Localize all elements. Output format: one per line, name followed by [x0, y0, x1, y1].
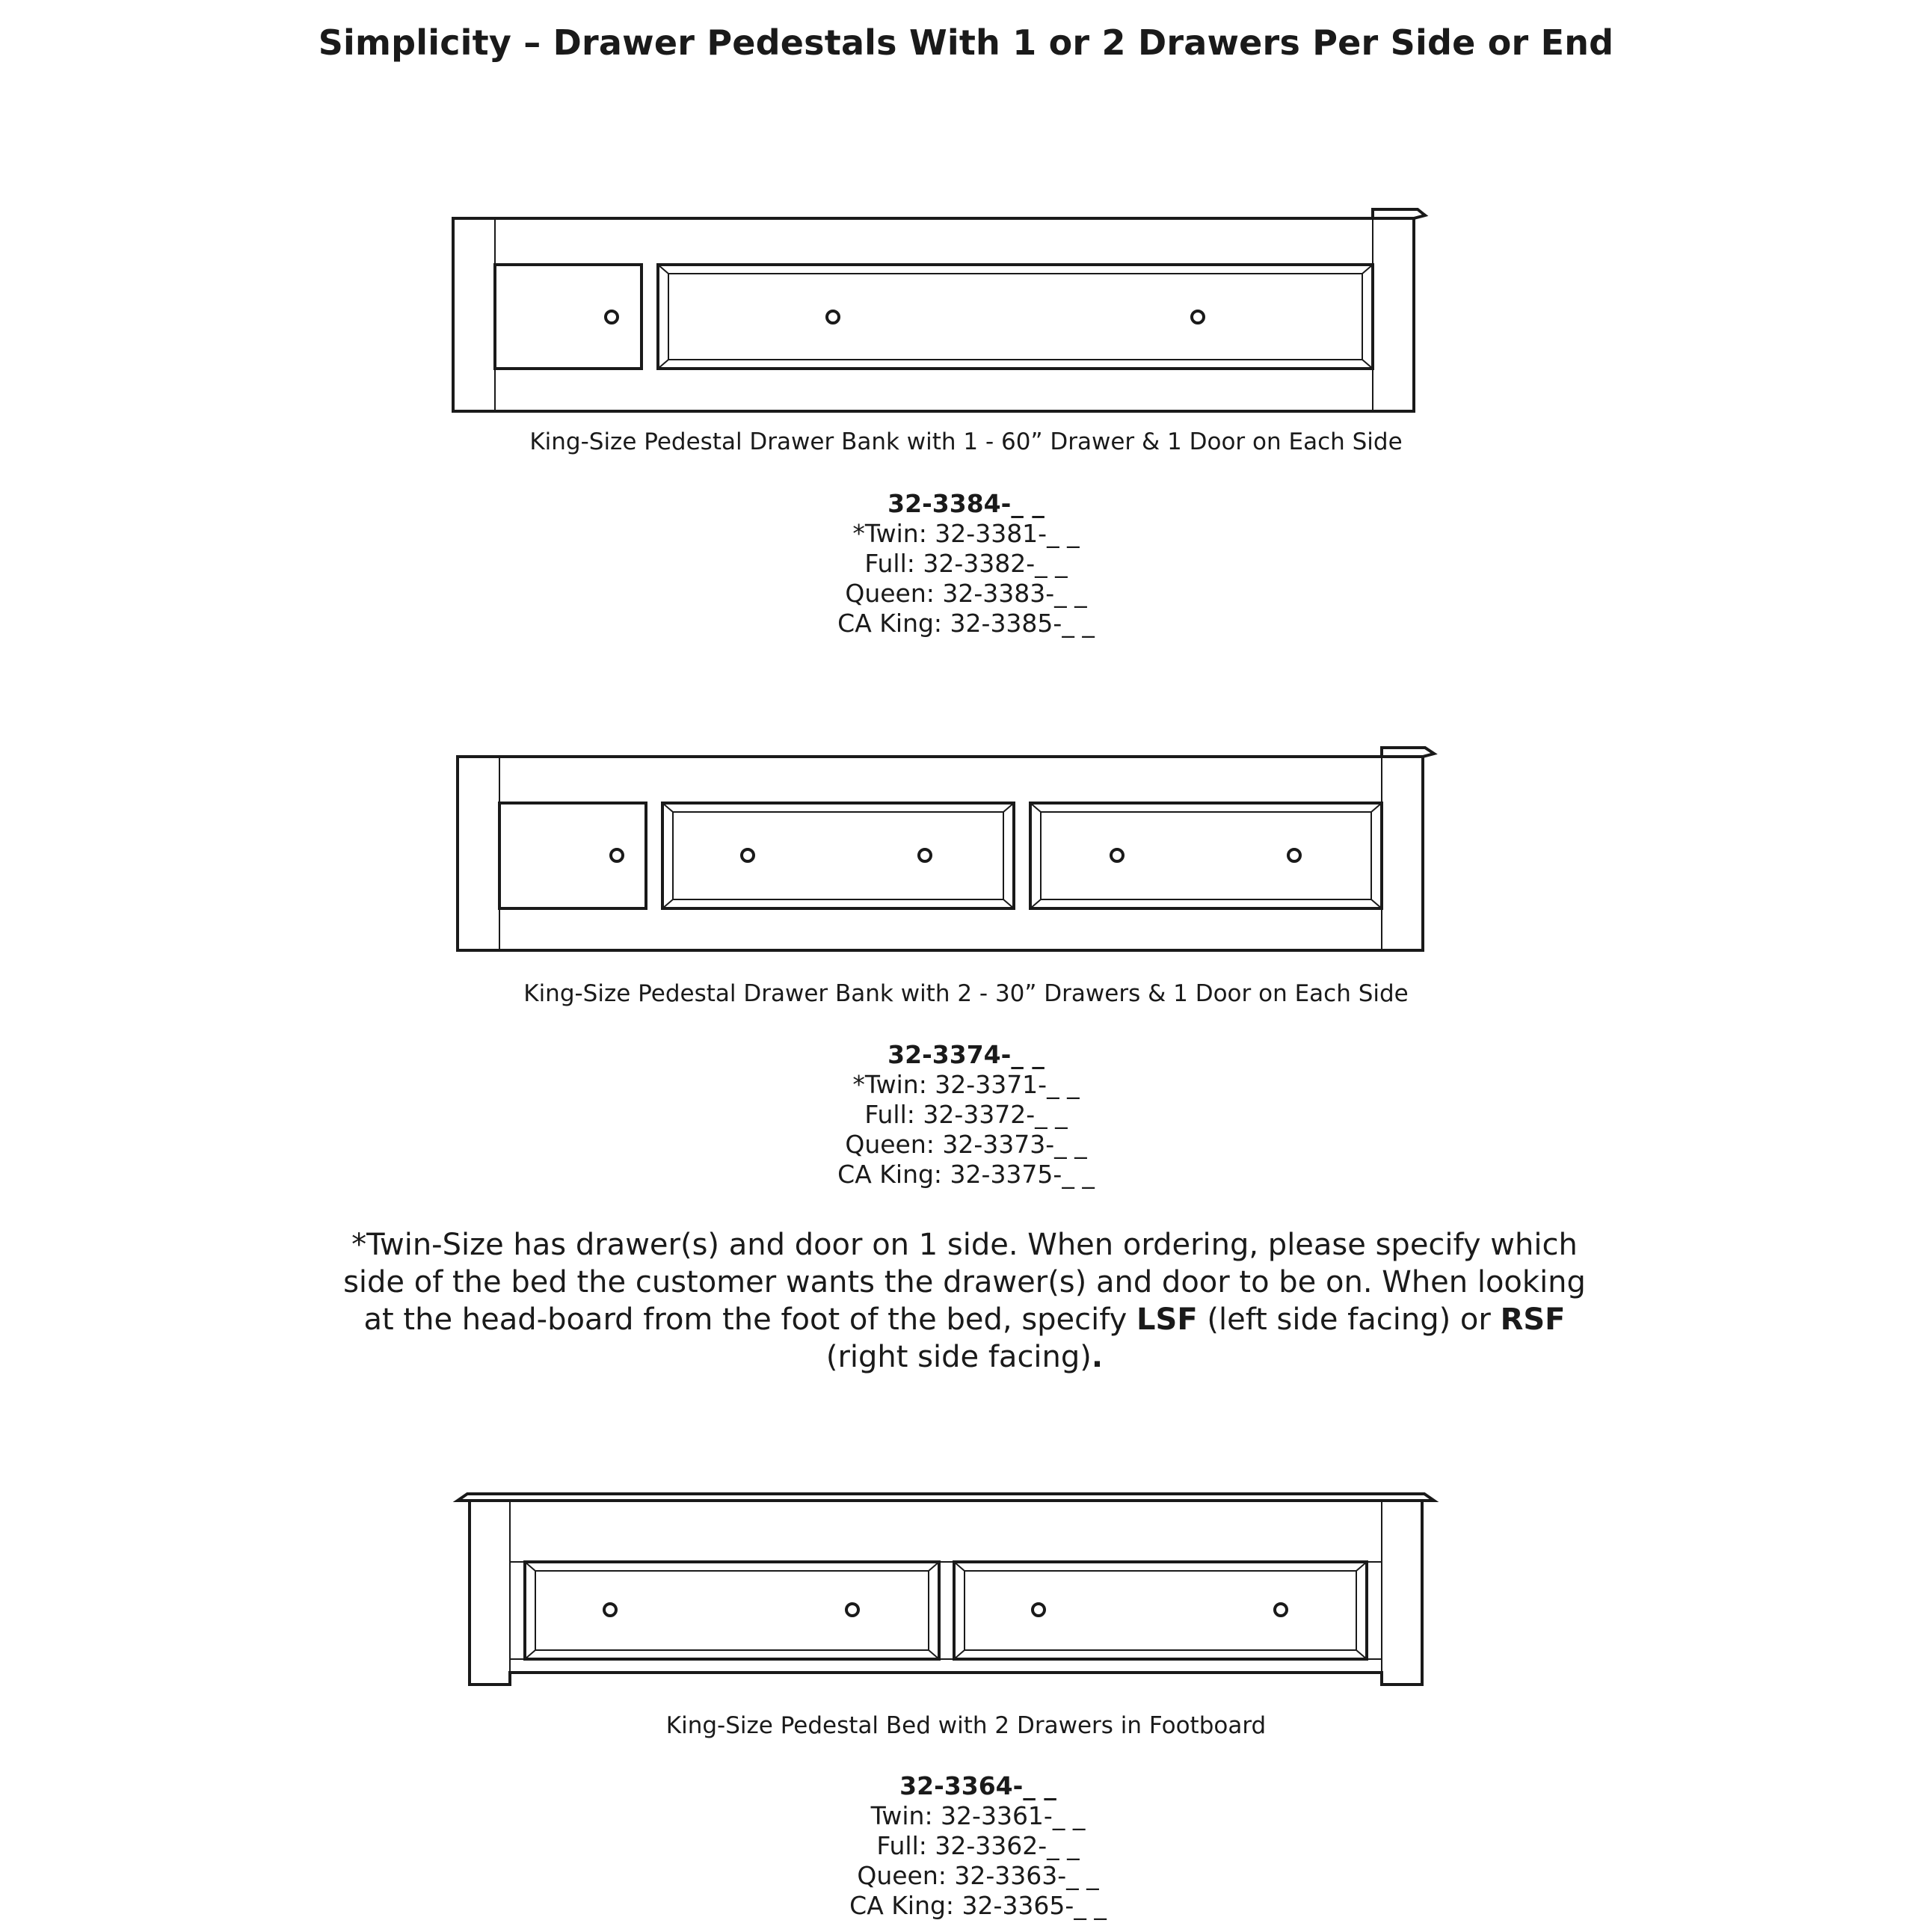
cabinet-frame	[458, 757, 1423, 950]
drawer-front	[954, 1562, 1367, 1659]
variant-code: CA King: 32-3365-_ _	[849, 1891, 1107, 1920]
footboard-drawing	[0, 1480, 1932, 1697]
cabinet-frame	[453, 218, 1414, 411]
product-codes	[0, 1040, 1932, 1190]
door-knob	[611, 849, 623, 861]
variant-code: *Twin: 32-3371-_ _	[852, 1070, 1080, 1099]
drawer-knob	[1192, 311, 1204, 323]
variant-code: Full: 32-3362-_ _	[876, 1831, 1080, 1860]
drawer-bank-1-drawing	[0, 202, 1932, 419]
drawer-knob	[1275, 1604, 1287, 1616]
door-panel	[495, 265, 642, 369]
drawer-front	[525, 1562, 939, 1659]
variant-code: Full: 32-3372-_ _	[864, 1100, 1068, 1129]
product-caption: King-Size Pedestal Bed with 2 Drawers in Footboard	[665, 1712, 1267, 1739]
top-board	[458, 1494, 1434, 1501]
door-knob	[606, 311, 618, 323]
product-codes	[0, 489, 1932, 639]
product-codes	[12, 1771, 1932, 1921]
drawer-knob	[604, 1604, 616, 1616]
product-caption: King-Size Pedestal Drawer Bank with 2 - 30” Drawers & 1 Door on Each Side	[523, 980, 1409, 1007]
main-code: 32-3374-_ _	[887, 1040, 1045, 1069]
variant-code: Twin: 32-3361-_ _	[870, 1801, 1086, 1830]
variant-code: CA King: 32-3375-_ _	[837, 1160, 1095, 1189]
lsf-label: LSF	[1136, 1302, 1198, 1337]
variant-code: Queen: 32-3363-_ _	[857, 1861, 1099, 1890]
main-code: 32-3384-_ _	[887, 489, 1045, 518]
variant-code: *Twin: 32-3381-_ _	[852, 519, 1080, 548]
drawer-front	[662, 803, 1014, 908]
drawer-knob	[846, 1604, 858, 1616]
variant-code: Queen: 32-3383-_ _	[845, 579, 1087, 608]
variant-code: CA King: 32-3385-_ _	[837, 609, 1095, 638]
footboard-body	[470, 1501, 1422, 1685]
page-title: Simplicity – Drawer Pedestals With 1 or 2 Drawers Per Side or End	[318, 22, 1614, 63]
drawer-knob	[1033, 1604, 1045, 1616]
variant-code: Full: 32-3382-_ _	[864, 549, 1068, 578]
drawer-bank-2-drawing	[0, 740, 1932, 957]
drawer-knob	[1111, 849, 1123, 861]
drawer-front	[658, 265, 1373, 369]
drawer-knob	[742, 849, 754, 861]
drawer-knob	[919, 849, 931, 861]
drawer-front	[1030, 803, 1382, 908]
rsf-label: RSF	[1500, 1302, 1566, 1337]
drawer-knob	[1288, 849, 1300, 861]
twin-size-note: *Twin-Size has drawer(s) and door on 1 side. When ordering, please specify which side of the bed the customer wants the drawer(s) and door to be on. When looking at the head-board from the foot of the bed, specify LSF (left side facing) or RSF (right side facing).	[343, 1228, 1586, 1374]
drawer-knob	[827, 311, 839, 323]
variant-code: Queen: 32-3373-_ _	[845, 1130, 1087, 1159]
product-caption: King-Size Pedestal Drawer Bank with 1 - 60” Drawer & 1 Door on Each Side	[529, 428, 1403, 455]
main-code: 32-3364-_ _	[899, 1771, 1056, 1800]
